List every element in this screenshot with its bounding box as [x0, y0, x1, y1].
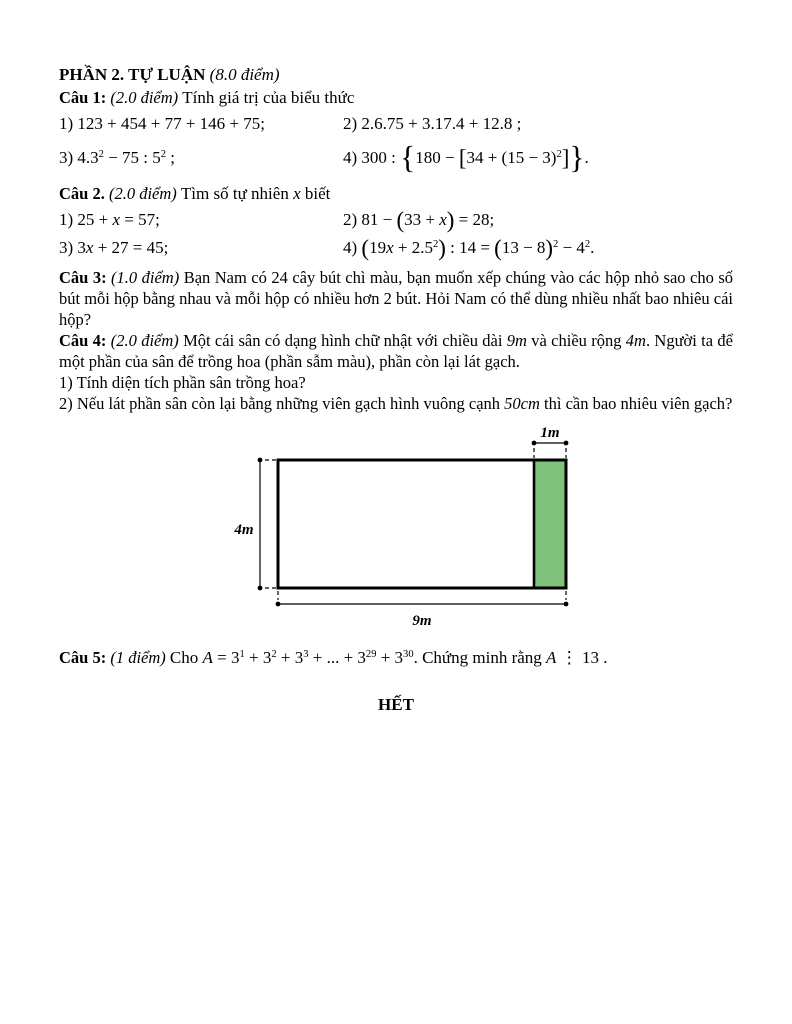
- question-2-points: (2.0 điểm): [108, 184, 177, 203]
- garden-figure: [225, 422, 733, 639]
- dim-label-4m: 4m: [234, 522, 254, 538]
- question-1-item-1: 1) 123 + 454 + 77 + 146 + 75;: [59, 113, 265, 133]
- dim-label-1m: 1m: [540, 425, 560, 441]
- question-2-item-3: 3) 3x + 27 = 45;: [59, 237, 169, 257]
- dim-endpoint-dot: [258, 458, 263, 463]
- garden-figure-svg: [225, 422, 620, 634]
- question-2-items-row-1: [59, 207, 733, 231]
- question-3-points: (1.0 điểm): [111, 268, 180, 287]
- question-5-label: Câu 5:: [59, 648, 107, 667]
- question-4: [59, 330, 733, 372]
- question-5-body: Cho $A = 3^1 + 3^2 + 3^3$ + ... + $3^{29} + 3^{30}$. Chứng minh rằng A ⋮ 13 .: [169, 648, 608, 667]
- question-2-label: Câu 2.: [59, 184, 105, 203]
- question-1-item-2: 2) 2.6.75 + 3.17.4 + 12.8 ;: [343, 113, 522, 133]
- question-1-item-3: 3) $4.3^2 - 75$ : $5^2$ ;: [59, 147, 175, 167]
- section-title: [59, 64, 733, 85]
- question-1-prompt: Tính giá trị của biểu thức: [182, 88, 355, 107]
- dim-endpoint-dot: [258, 586, 263, 591]
- question-5-points: (1 điểm): [110, 648, 166, 667]
- question-4-points: (2.0 điểm): [110, 331, 179, 350]
- question-2-prompt: Tìm số tự nhiên x biết: [180, 184, 331, 203]
- question-1-heading: [59, 87, 733, 108]
- question-3: [59, 267, 733, 330]
- question-4-subitem-1: 1) Tính diện tích phần sân trồng hoa?: [59, 373, 306, 392]
- question-5: [59, 647, 733, 668]
- dim-label-9m: 9m: [412, 613, 432, 629]
- question-1-items-row-1: [59, 111, 733, 135]
- flower-strip: [534, 460, 566, 588]
- question-2-heading: [59, 183, 733, 204]
- question-3-label: Câu 3:: [59, 268, 107, 287]
- dim-endpoint-dot: [276, 602, 281, 607]
- end-marker: HẾT: [378, 695, 414, 714]
- question-4-label: Câu 4:: [59, 331, 107, 350]
- dim-endpoint-dot: [564, 602, 569, 607]
- section-title-points: (8.0 điểm): [209, 65, 280, 84]
- dim-endpoint-dot: [564, 441, 569, 446]
- question-2-items-row-2: [59, 235, 733, 259]
- question-3-body: Bạn Nam có 24 cây bút chì màu, bạn muốn xếp chúng vào các hộp nhỏ sao cho số bút mỗi hộp bằng nhau và mỗi hộp có nhiều hơn 2 bút. Hỏi Nam có thể dùng nhiều nhất bao nhiêu cái hộp?: [59, 268, 733, 329]
- dim-endpoint-dot: [532, 441, 537, 446]
- question-4-subitem-2: 2) Nếu lát phần sân còn lại bằng những viên gạch hình vuông cạnh 50cm thì cần bao nhiêu viên gạch?: [59, 394, 733, 413]
- question-1-item-4: 4) 300 : $\{180 - [34 + (15 - 3)^2]\}$.: [343, 139, 589, 175]
- question-4-body: Một cái sân có dạng hình chữ nhật với chiều dài 9m và chiều rộng 4m. Người ta để một phần của sân để trồng hoa (phần sẫm màu), phần còn lại lát gạch.: [59, 331, 733, 371]
- garden-rectangle: [278, 460, 566, 588]
- question-2-item-2: 2) 81 − (33 + x) = 28;: [343, 206, 495, 232]
- question-1-points: (2.0 điểm): [110, 88, 179, 107]
- question-1-label: Câu 1:: [59, 88, 107, 107]
- section-title-label: PHẦN 2. TỰ LUẬN: [59, 65, 206, 84]
- question-2-item-1: 1) 25 + x = 57;: [59, 209, 160, 229]
- question-2-item-4: 4) $(19x + 2.5^2)$ : $14 = (13 - 8)^2 - 4^2$.: [343, 234, 595, 260]
- question-1-items-row-2: [59, 137, 733, 177]
